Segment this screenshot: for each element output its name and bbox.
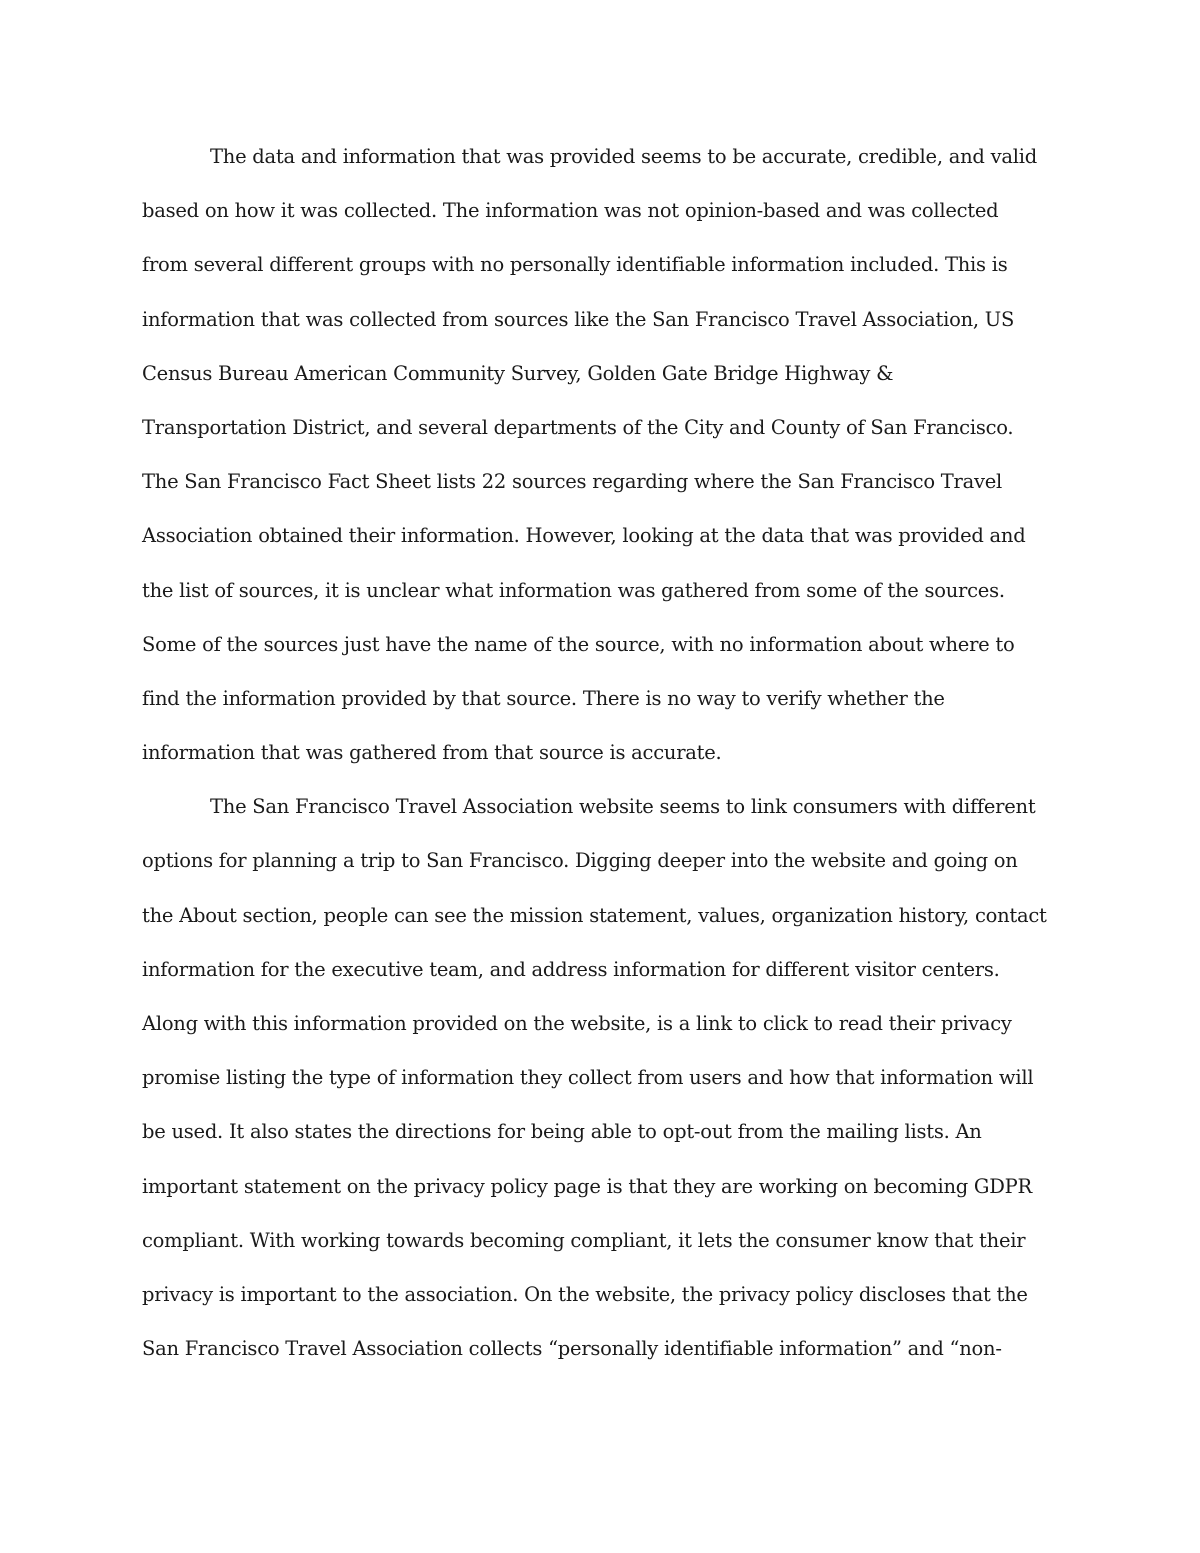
text-line: Transportation District, and several departments of the City and County of San Francisco. [142, 415, 1014, 439]
text-line: Some of the sources just have the name of the source, with no information about where to [142, 632, 1015, 656]
text-line: options for planning a trip to San Francisco. Digging deeper into the website and going on [142, 849, 1018, 873]
text-line: Census Bureau American Community Survey, Golden Gate Bridge Highway & [142, 361, 894, 385]
text-line: information that was gathered from that source is accurate. [142, 741, 722, 765]
text-line: the list of sources, it is unclear what information was gathered from some of the sources. [142, 578, 1005, 602]
text-line: Along with this information provided on the website, is a link to click to read their privacy [142, 1012, 1012, 1035]
paragraph-2 [142, 780, 1062, 1376]
text-line: important statement on the privacy policy page is that they are working on becoming GDPR [142, 1174, 1032, 1198]
text-line: The San Francisco Fact Sheet lists 22 sources regarding where the San Francisco Travel [142, 470, 1003, 494]
text-line: from several different groups with no personally identifiable information included. This is [142, 253, 1008, 277]
text-line: privacy is important to the association. On the website, the privacy policy discloses that the [142, 1282, 1028, 1306]
text-line: based on how it was collected. The information was not opinion-based and was collected [142, 199, 999, 223]
body-text [142, 130, 1062, 1376]
text-line: The data and information that was provided seems to be accurate, credible, and valid [210, 145, 1037, 168]
text-line: information for the executive team, and address information for different visitor centers. [142, 957, 1000, 981]
text-line: find the information provided by that source. There is no way to verify whether the [142, 686, 945, 710]
text-line: promise listing the type of information they collect from users and how that information will [142, 1066, 1034, 1090]
text-line: compliant. With working towards becoming compliant, it lets the consumer know that their [142, 1228, 1026, 1252]
text-line: The San Francisco Travel Association website seems to link consumers with different [210, 795, 1036, 819]
text-line: San Francisco Travel Association collects “personally identifiable information” and “non- [142, 1337, 1002, 1361]
paragraph-1 [142, 130, 1062, 780]
text-line: the About section, people can see the mission statement, values, organization history, contact [142, 903, 1047, 927]
text-line: Association obtained their information. However, looking at the data that was provided and [142, 524, 1026, 548]
text-line: be used. It also states the directions for being able to opt-out from the mailing lists. An [142, 1120, 982, 1144]
text-line: information that was collected from sources like the San Francisco Travel Association, US [142, 307, 1015, 331]
